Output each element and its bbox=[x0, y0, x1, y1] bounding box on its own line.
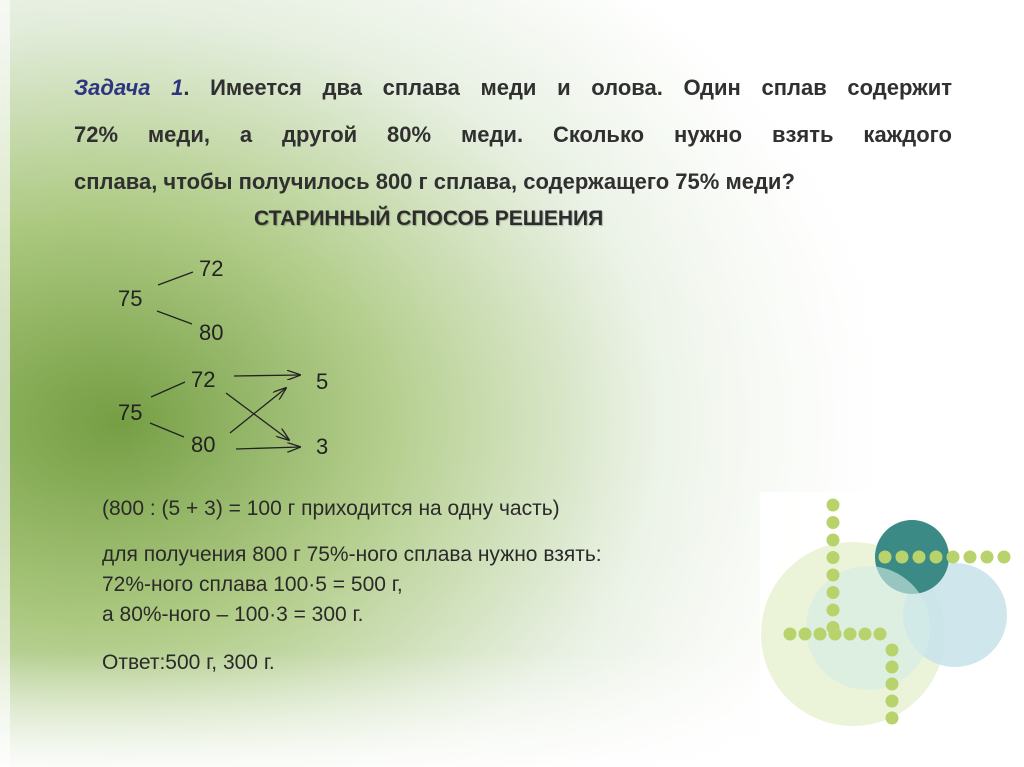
task-label: Задача 1 bbox=[74, 75, 184, 100]
arrow-top-straight bbox=[234, 375, 300, 376]
diagram1-line-top bbox=[158, 272, 193, 285]
diagram2-line-bottom bbox=[150, 423, 184, 437]
problem-line-1: . Имеется два сплава меди и олова. Один сплав содержит bbox=[183, 75, 953, 100]
solution-line-4: а 80%-ного – 100·3 = 300 г. bbox=[102, 603, 364, 626]
arrow-bottom-straight bbox=[236, 447, 300, 449]
diagram2-top: 72 bbox=[191, 367, 216, 392]
diagram1-top: 72 bbox=[199, 256, 224, 281]
solution-line-1: (800 : (5 + 3) = 100 г приходится на одну часть) bbox=[102, 497, 560, 520]
problem-line-3: сплава, чтобы получилось 800 г сплава, содержащего 75% меди? bbox=[74, 169, 795, 194]
diagram2-center: 75 bbox=[118, 400, 143, 425]
diagram1-bottom: 80 bbox=[199, 320, 224, 345]
solution-line-2: для получения 800 г 75%-ного сплава нужно взять: bbox=[102, 543, 602, 566]
arrow-cross-down bbox=[226, 393, 289, 440]
answer: Ответ:500 г, 300 г. bbox=[102, 651, 275, 674]
solution-line-3: 72%-ного сплава 100·5 = 500 г, bbox=[102, 573, 403, 596]
arrow-cross-up bbox=[230, 388, 286, 433]
diagram2-result-bottom: 3 bbox=[316, 434, 329, 459]
method-title: СТАРИННЫЙ СПОСОБ РЕШЕНИЯ bbox=[254, 207, 604, 230]
diagram2-line-top bbox=[151, 382, 185, 397]
problem-line-2: 72% меди, а другой 80% меди. Сколько нужно взять каждого bbox=[74, 122, 952, 147]
diagram2-result-top: 5 bbox=[316, 369, 329, 394]
diagram2-bottom: 80 bbox=[191, 432, 216, 457]
diagram1-line-bottom bbox=[157, 311, 192, 324]
diagram1-center: 75 bbox=[118, 286, 143, 311]
